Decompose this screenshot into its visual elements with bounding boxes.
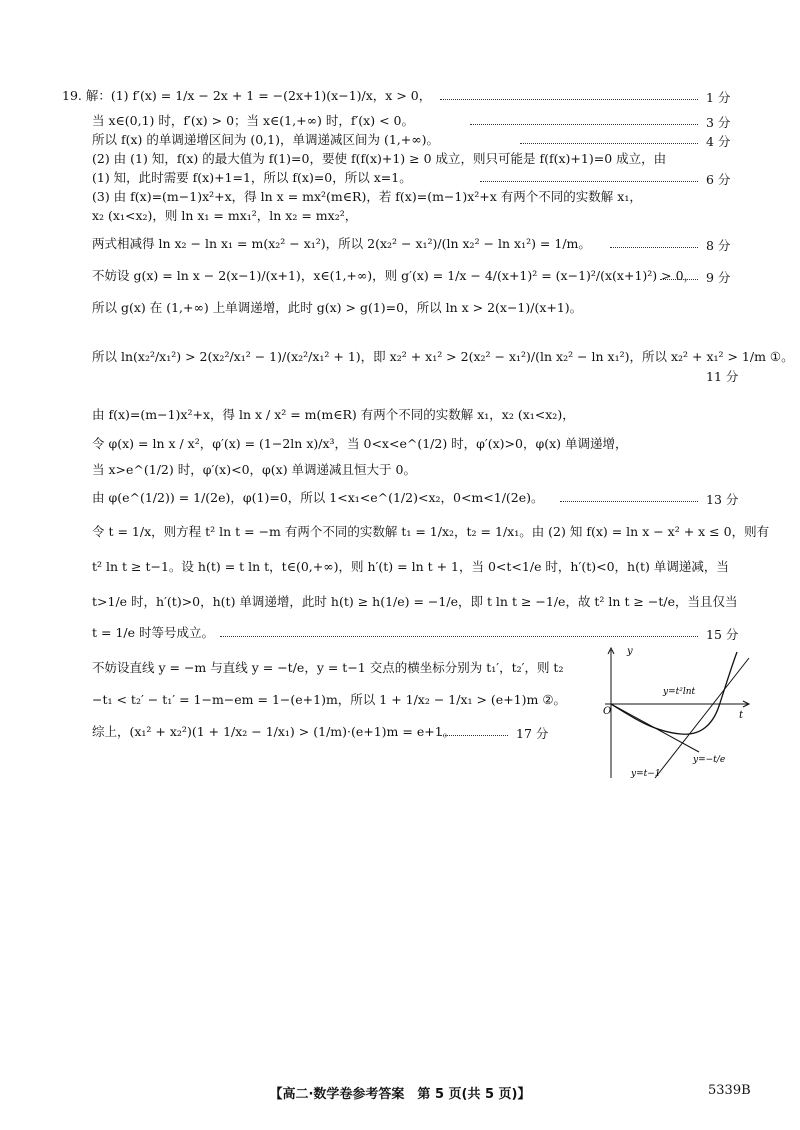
text-line: 由 φ(e^(1/2)) = 1/(2e)，φ(1)=0，所以 1<x₁<e^(1/2)<x₂，0<m<1/(2e)。 — [92, 490, 544, 505]
text-line: x₂ (x₁<x₂)，则 ln x₁ = mx₁²，ln x₂ = mx₂²， — [92, 208, 358, 223]
y-axis-label: y — [627, 646, 633, 657]
score-label: 9 分 — [706, 270, 731, 285]
leader-dots — [660, 279, 698, 281]
leader-dots — [470, 124, 698, 126]
text-line: 令 φ(x) = ln x / x²，φ′(x) = (1−2ln x)/x³，当 0<x<e^(1/2) 时，φ′(x)>0，φ(x) 单调递增， — [92, 436, 628, 451]
score-label: 15 分 — [706, 627, 739, 642]
leader-dots — [610, 247, 698, 249]
leader-dots — [440, 99, 698, 101]
text-line: 两式相减得 ln x₂ − ln x₁ = m(x₂² − x₁²)，所以 2(x₂² − x₁²)/(ln x₂² − ln x₁²) = 1/m。 — [92, 236, 591, 251]
text-line: 不妨设直线 y = −m 与直线 y = −t/e，y = t−1 交点的横坐标分别为 t₁′，t₂′，则 t₂ — [92, 660, 564, 675]
curve-label: y=t²lnt — [663, 687, 696, 697]
score-label: 6 分 — [706, 172, 731, 187]
text-line: 不妨设 g(x) = ln x − 2(x−1)/(x+1)，x∈(1,+∞)，则 g′(x) = 1/x − 4/(x+1)² = (x−1)²/(x(x+1)²) > 0， — [92, 268, 697, 283]
text-line: 所以 f(x) 的单调递增区间为 (0,1)，单调递减区间为 (1,+∞)。 — [92, 132, 440, 147]
line2-label: y=t−1 — [631, 769, 661, 779]
score-label: 4 分 — [706, 134, 731, 149]
text-line: 令 t = 1/x，则方程 t² ln t = −m 有两个不同的实数解 t₁ = 1/x₂，t₂ = 1/x₁。由 (2) 知 f(x) = ln x − x² + x ≤ 0，则有 — [92, 524, 770, 539]
text-line: (2) 由 (1) 知，f(x) 的最大值为 f(1)=0，要使 f(f(x)+1) ≥ 0 成立，则只可能是 f(f(x)+1)=0 成立，由 — [92, 151, 667, 166]
text-line: 19. 解：(1) f′(x) = 1/x − 2x + 1 = −(2x+1)(x−1)/x，x > 0， — [62, 88, 432, 103]
leader-dots — [480, 181, 698, 183]
text-line: (3) 由 f(x)=(m−1)x²+x，得 ln x = mx²(m∈R)，若 f(x)=(m−1)x²+x 有两个不同的实数解 x₁， — [92, 189, 642, 204]
score-label: 8 分 — [706, 238, 731, 253]
score-label: 13 分 — [706, 492, 739, 507]
doc-code: 5339B — [708, 1083, 751, 1098]
score-label: 1 分 — [706, 90, 731, 105]
line1-label: y=−t/e — [693, 755, 726, 765]
text-line: t = 1/e 时等号成立。 — [92, 625, 214, 640]
text-line: 当 x∈(0,1) 时，f′(x) > 0；当 x∈(1,+∞) 时，f′(x) < 0。 — [92, 113, 414, 128]
text-line: 由 f(x)=(m−1)x²+x，得 ln x / x² = m(m∈R) 有两个不同的实数解 x₁，x₂ (x₁<x₂)， — [92, 407, 575, 422]
text-line: 当 x>e^(1/2) 时，φ′(x)<0，φ(x) 单调递减且恒大于 0。 — [92, 462, 416, 477]
page-footer: 【高二·数学卷参考答案 第 5 页(共 5 页)】 — [269, 1087, 531, 1102]
leader-dots — [520, 143, 698, 145]
function-figure — [603, 644, 753, 782]
origin-label: O — [603, 706, 612, 717]
text-line: t² ln t ≥ t−1。设 h(t) = t ln t，t∈(0,+∞)，则 h′(t) = ln t + 1，当 0<t<1/e 时，h′(t)<0，h(t) 单调递减，当 — [92, 559, 729, 574]
leader-dots — [220, 636, 698, 638]
score-label: 11 分 — [706, 369, 739, 384]
text-line: 综上，(x₁² + x₂²)(1 + 1/x₂ − 1/x₁) > (1/m)·(e+1)m = e+1。 — [92, 724, 456, 739]
t-axis-label: t — [739, 710, 744, 721]
text-line: 所以 ln(x₂²/x₁²) > 2(x₂²/x₁² − 1)/(x₂²/x₁² + 1)，即 x₂² + x₁² > 2(x₂² − x₁²)/(ln x₂² − ln x₁²)，所以 x₂² + x₁² > 1/m ①。 — [92, 349, 794, 364]
text-line: t>1/e 时，h′(t)>0，h(t) 单调递增，此时 h(t) ≥ h(1/e) = −1/e，即 t ln t ≥ −1/e，故 t² ln t ≥ −t/e，当且仅当 — [92, 594, 738, 609]
score-label: 17 分 — [516, 726, 549, 741]
text-line: −t₁ < t₂′ − t₁′ = 1−m−em = 1−(e+1)m，所以 1 + 1/x₂ − 1/x₁ > (e+1)m ②。 — [92, 692, 567, 707]
leader-dots — [560, 501, 698, 503]
text-line: 所以 g(x) 在 (1,+∞) 上单调递增，此时 g(x) > g(1)=0，所以 ln x > 2(x−1)/(x+1)。 — [92, 300, 583, 315]
score-label: 3 分 — [706, 115, 731, 130]
leader-dots — [440, 735, 508, 737]
line-neg-t-over-e — [611, 704, 699, 752]
text-line: (1) 知，此时需要 f(x)+1=1，所以 f(x)=0，所以 x=1。 — [92, 170, 412, 185]
